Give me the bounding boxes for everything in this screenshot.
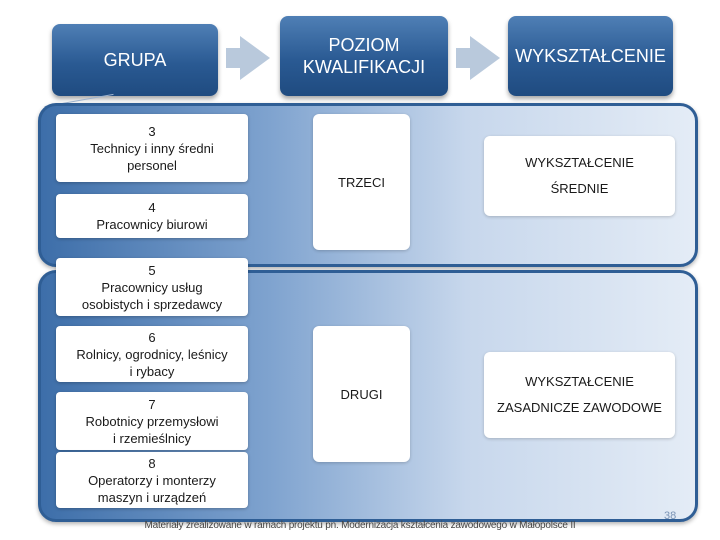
- group-label-line1: Technicy i inny średni: [90, 140, 214, 156]
- group-number: 6: [148, 329, 156, 345]
- group-label-line1: Pracownicy biurowi: [96, 217, 208, 232]
- page-number: 38: [664, 510, 677, 522]
- footer-text: Materiały zrealizowane w ramach projektu pn. Modernizacja kształcenia zawodowego w Małopolsce II: [144, 520, 576, 531]
- education-label-line2: ŚREDNIE: [550, 181, 609, 196]
- group-label-line1: Pracownicy usług: [101, 279, 203, 295]
- header-poziom-line1: POZIOM: [328, 35, 400, 55]
- group-number: 4: [148, 200, 156, 215]
- level-box-drugi: [313, 326, 410, 462]
- education-label-line1: WYKSZTAŁCENIE: [525, 374, 634, 389]
- group-box-6: [56, 326, 248, 382]
- group-label-line2: i rzemieślnicy: [112, 430, 191, 446]
- header-poziom-line2: KWALIFIKACJI: [302, 57, 426, 77]
- arrow-right-icon: [240, 36, 270, 80]
- group-box-3: [56, 114, 248, 182]
- group-box-8: [56, 452, 248, 508]
- group-label-line2: i rybacy: [129, 363, 175, 379]
- education-box-zasadnicze-zawodowe: [484, 352, 675, 438]
- group-label-line2: personel: [127, 157, 177, 173]
- group-label-line1: Operatorzy i monterzy: [88, 472, 216, 488]
- header-wyksztalcenie: [508, 16, 673, 96]
- group-box-4: [56, 194, 248, 238]
- header-grupa: [52, 24, 218, 96]
- group-number: 3: [148, 123, 156, 139]
- group-box-7: [56, 392, 248, 450]
- header-wyksztalcenie-label: WYKSZTAŁCENIE: [515, 46, 666, 66]
- group-label-line2: maszyn i urządzeń: [97, 489, 207, 505]
- group-number: 5: [148, 262, 156, 278]
- group-box-5: [56, 258, 248, 316]
- group-label-line1: Robotnicy przemysłowi: [85, 413, 219, 429]
- group-label-line2: osobistych i sprzedawcy: [81, 296, 223, 312]
- header-poziom-kwalifikacji: [280, 16, 448, 96]
- education-label-line1: WYKSZTAŁCENIE: [525, 155, 634, 170]
- level-label: DRUGI: [340, 386, 383, 402]
- level-box-trzeci: [313, 114, 410, 250]
- level-label: TRZECI: [338, 174, 385, 190]
- group-label-line1: Rolnicy, ogrodnicy, leśnicy: [76, 346, 228, 362]
- arrow-right-icon: [470, 36, 500, 80]
- education-label-line2: ZASADNICZE ZAWODOWE: [497, 400, 662, 415]
- group-number: 8: [148, 455, 156, 471]
- education-box-srednie: [484, 136, 675, 216]
- group-number: 7: [148, 396, 156, 412]
- header-grupa-label: GRUPA: [103, 50, 167, 70]
